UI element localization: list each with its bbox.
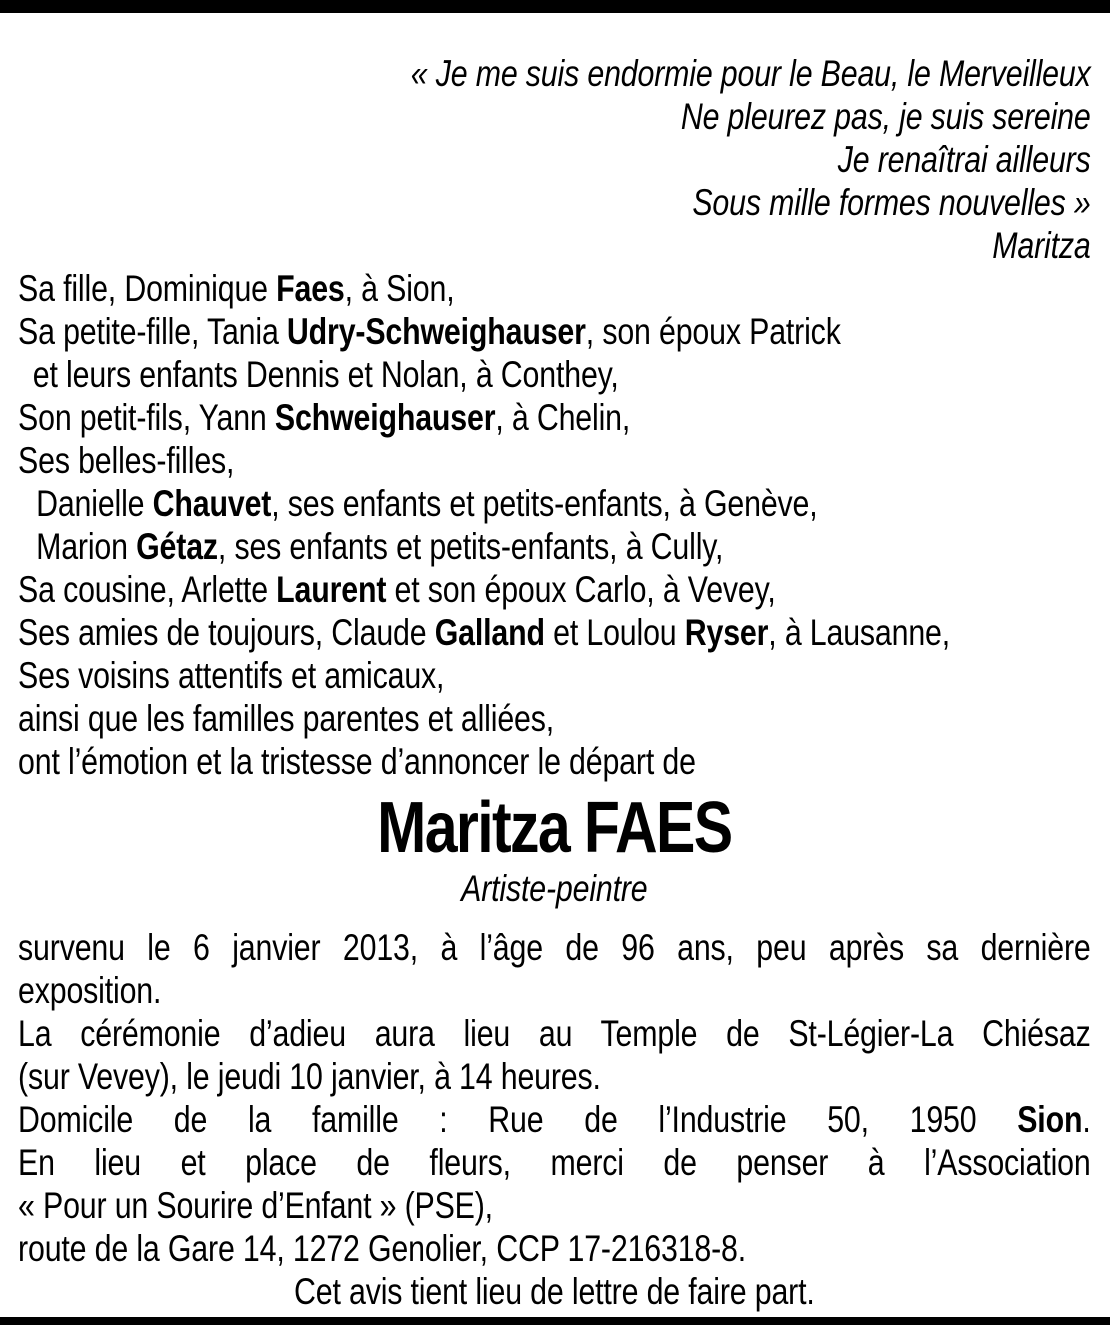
detail-line (18, 969, 1091, 1012)
text-segment: , à Sion, (344, 268, 455, 309)
quote-line: Je renaîtrai ailleurs (837, 139, 1091, 180)
detail-line (18, 1184, 1091, 1227)
text-segment: Danielle (36, 483, 153, 524)
deceased-name: Maritza FAES (377, 788, 732, 868)
text-segment: , à Chelin, (495, 397, 631, 438)
detail-line (18, 1227, 1091, 1270)
text-segment: « Pour un Sourire d’Enfant » (PSE), (18, 1185, 493, 1226)
text-segment: , ses enfants et petits-enfants, à Genève, (271, 483, 818, 524)
bold-name-segment: Chauvet (152, 483, 272, 524)
family-line (18, 654, 1091, 697)
text-segment: et son époux Carlo, à Vevey, (386, 569, 776, 610)
bold-name-segment: Udry-Schweighauser (286, 311, 586, 352)
bold-name-segment: Ryser (684, 612, 769, 653)
detail-line (18, 1098, 1091, 1141)
detail-line (18, 926, 1091, 969)
detail-line (18, 1270, 1091, 1313)
family-line (18, 568, 1091, 611)
text-segment: survenu le 6 janvier 2013, à l’âge de 96 ans, peu après sa dernière (18, 927, 1091, 968)
opening-quote (18, 52, 1091, 267)
text-segment: et Loulou (544, 612, 685, 653)
text-segment: En lieu et place de fleurs, merci de penser à l’Association (18, 1142, 1091, 1183)
text-segment: Ses amies de toujours, Claude (18, 612, 435, 653)
text-segment: Son petit-fils, Yann (18, 397, 275, 438)
text-segment: route de la Gare 14, 1272 Genolier, CCP 17-216318-8. (18, 1228, 747, 1269)
family-line (18, 525, 1091, 568)
text-segment: , ses enfants et petits-enfants, à Cully, (217, 526, 724, 567)
bold-name-segment: Faes (276, 268, 345, 309)
text-segment: et leurs enfants Dennis et Nolan, à Conthey, (32, 354, 619, 395)
text-segment: Cet avis tient lieu de lettre de faire part. (293, 1271, 815, 1312)
text-segment: ainsi que les familles parentes et alliées, (18, 698, 555, 739)
family-line (18, 396, 1091, 439)
bold-name-segment: Schweighauser (274, 397, 496, 438)
family-line (18, 740, 1091, 783)
bold-name-segment: Sion (1017, 1099, 1083, 1140)
notice-content (0, 13, 1110, 1313)
text-segment: , à Lausanne, (768, 612, 951, 653)
family-line (18, 697, 1091, 740)
detail-line (18, 1012, 1091, 1055)
quote-line: Ne pleurez pas, je suis sereine (680, 96, 1091, 137)
family-line (18, 310, 1091, 353)
text-segment: Ses belles-filles, (18, 440, 235, 481)
text-segment: Domicile de la famille : Rue de l’Industrie 50, 1950 (18, 1099, 1018, 1140)
text-segment: (sur Vevey), le jeudi 10 janvier, à 14 heures. (18, 1056, 601, 1097)
detail-line (18, 1141, 1091, 1184)
text-segment: Marion (36, 526, 137, 567)
detail-line (18, 1055, 1091, 1098)
text-segment: Sa fille, Dominique (18, 268, 277, 309)
quote-line: « Je me suis endormie pour le Beau, le Merveilleux (410, 53, 1091, 94)
deceased-occupation: Artiste-peintre (461, 868, 648, 909)
text-segment: Ses voisins attentifs et amicaux, (18, 655, 445, 696)
family-line (18, 353, 1091, 396)
bottom-rule-bar (0, 1317, 1110, 1325)
family-list (18, 267, 1091, 783)
text-segment: , son époux Patrick (585, 311, 841, 352)
family-line (18, 439, 1091, 482)
text-segment: Sa cousine, Arlette (18, 569, 277, 610)
family-line (18, 267, 1091, 310)
quote-line: Maritza (992, 225, 1091, 266)
bold-name-segment: Galland (434, 612, 545, 653)
funeral-details (18, 926, 1091, 1313)
bold-name-segment: Gétaz (136, 526, 218, 567)
text-segment: . (1082, 1099, 1091, 1140)
text-segment: ont l’émotion et la tristesse d’annoncer le départ de (18, 741, 696, 782)
bold-name-segment: Laurent (276, 569, 387, 610)
family-line (18, 611, 1091, 654)
text-segment: La cérémonie d’adieu aura lieu au Temple de St-Légier-La Chiésaz (18, 1013, 1091, 1054)
family-line (18, 482, 1091, 525)
text-segment: exposition. (18, 970, 162, 1011)
text-segment: Sa petite-fille, Tania (18, 311, 287, 352)
quote-line: Sous mille formes nouvelles » (692, 182, 1091, 223)
top-rule-bar (0, 0, 1110, 13)
